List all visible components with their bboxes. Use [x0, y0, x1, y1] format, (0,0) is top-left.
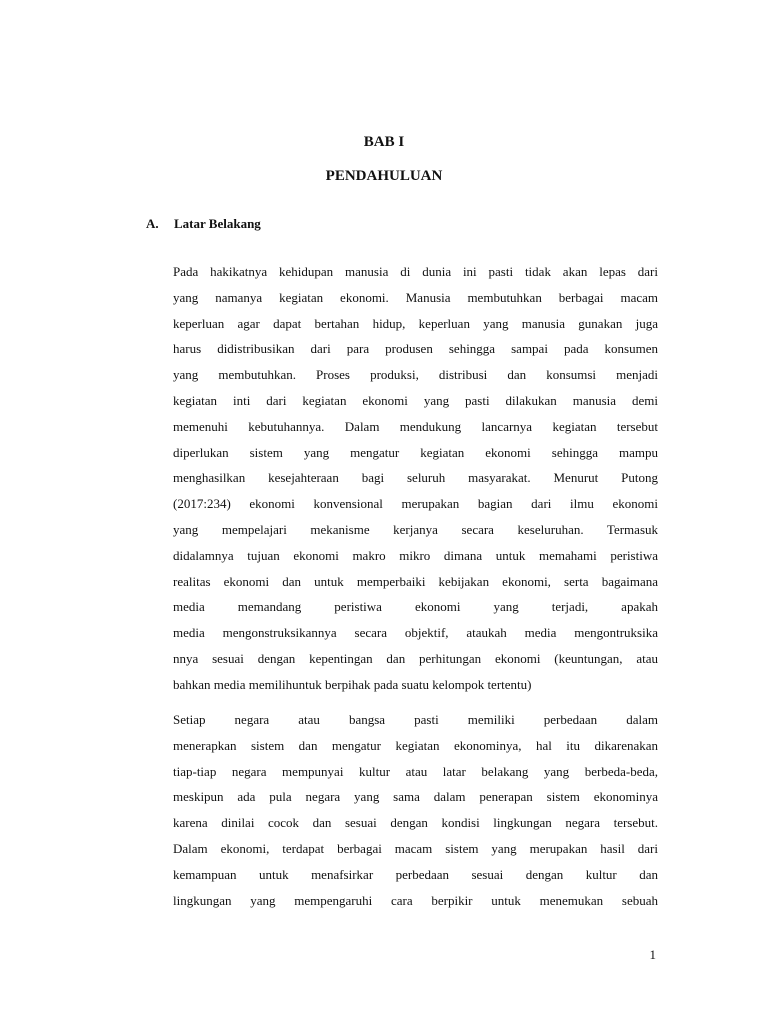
paragraph-line: bahkan media memilihuntuk berpihak pada suatu kelompok tertentu) — [173, 676, 532, 692]
paragraph-2 — [173, 707, 658, 913]
paragraph-line: tiap-tiap negara mempunyai kultur atau latar belakang yang berbeda-beda, — [173, 763, 658, 779]
paragraph-line: meskipun ada pula negara yang sama dalam penerapan sistem ekonominya — [173, 789, 658, 805]
paragraph-line: menerapkan sistem dan mengatur kegiatan ekonominya, hal itu dikarenakan — [173, 737, 658, 753]
paragraph-line: yang mempelajari mekanisme kerjanya secara keseluruhan. Termasuk — [173, 521, 658, 537]
paragraph-line: yang membutuhkan. Proses produksi, distribusi dan konsumsi menjadi — [173, 367, 658, 383]
paragraph-line: kegiatan inti dari kegiatan ekonomi yang pasti dilakukan manusia demi — [173, 392, 658, 408]
page-number: 1 — [649, 947, 656, 962]
paragraph-line: realitas ekonomi dan untuk memperbaiki kebijakan ekonomi, serta bagaimana — [173, 573, 658, 589]
paragraph-line: menghasilkan kesejahteraan bagi seluruh masyarakat. Menurut Putong — [173, 470, 658, 486]
section-title: Latar Belakang — [174, 216, 261, 231]
paragraph-line: media memandang peristiwa ekonomi yang terjadi, apakah — [173, 599, 658, 615]
chapter-number: BAB I — [363, 134, 405, 150]
paragraph-1 — [173, 259, 658, 698]
paragraph-line: keperluan agar dapat bertahan hidup, keperluan yang manusia gunakan juga — [173, 315, 658, 331]
paragraph-line: didalamnya tujuan ekonomi makro mikro dimana untuk memahami peristiwa — [173, 547, 658, 563]
paragraph-line: kemampuan untuk menafsirkar perbedaan sesuai dengan kultur dan — [173, 866, 658, 882]
paragraph-line: Dalam ekonomi, terdapat berbagai macam sistem yang merupakan hasil dari — [173, 840, 658, 856]
paragraph-line: Setiap negara atau bangsa pasti memiliki perbedaan dalam — [173, 712, 658, 727]
paragraph-line: nnya sesuai dengan kepentingan dan perhitungan ekonomi (keuntungan, atau — [173, 650, 658, 666]
paragraph-line: media mengonstruksikannya secara objektif, ataukah media mengontruksika — [173, 625, 658, 641]
paragraph-line: Pada hakikatnya kehidupan manusia di dunia ini pasti tidak akan lepas dari — [173, 264, 658, 279]
paragraph-line: lingkungan yang mempengaruhi cara berpikir untuk menemukan sebuah — [173, 892, 658, 908]
paragraph-line: (2017:234) ekonomi konvensional merupakan bagian dari ilmu ekonomi — [173, 496, 658, 512]
section-heading — [146, 216, 261, 232]
paragraph-line: yang namanya kegiatan ekonomi. Manusia membutuhkan berbagai macam — [173, 289, 658, 305]
paragraph-line: memenuhi kebutuhannya. Dalam mendukung lancarnya kegiatan tersebut — [173, 418, 658, 434]
paragraph-line: diperlukan sistem yang mengatur kegiatan ekonomi sehingga mampu — [173, 444, 658, 460]
paragraph-line: karena dinilai cocok dan sesuai dengan kondisi lingkungan negara tersebut. — [173, 815, 658, 831]
section-letter: A. — [146, 216, 159, 231]
paragraph-line: harus didistribusikan dari para produsen sehingga sampai pada konsumen — [173, 341, 658, 357]
chapter-title: PENDAHULUAN — [325, 168, 443, 184]
